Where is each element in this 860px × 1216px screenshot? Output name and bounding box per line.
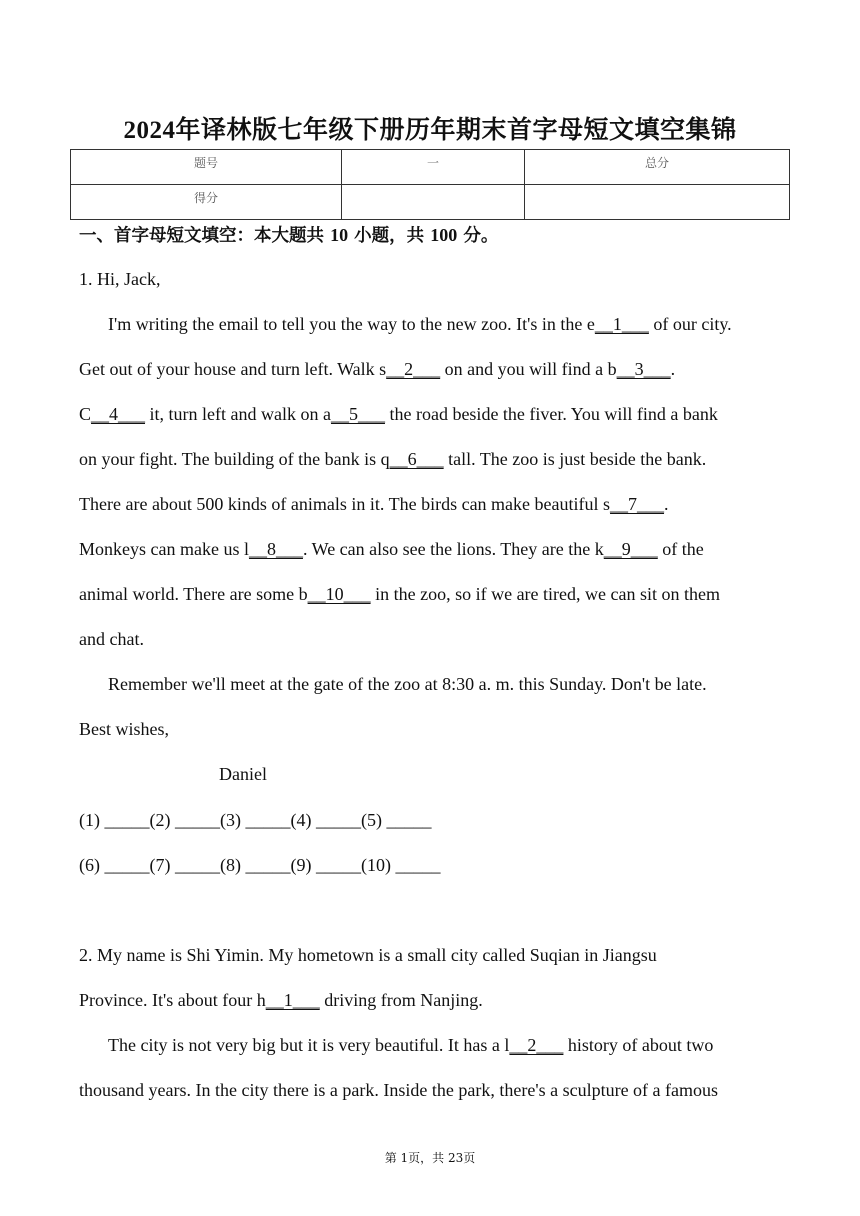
score-table-row-label: 得分 <box>71 185 342 220</box>
answer-blank: __5___ <box>330 404 385 424</box>
text: in the zoo, so if we are tired, we can sit on them <box>370 584 720 604</box>
answer-blank: __1___ <box>265 990 320 1010</box>
q1-greeting: 1. Hi, Jack, <box>79 269 161 289</box>
text: . We can also see the lions. They are the k <box>302 539 604 559</box>
q1-line <box>79 447 706 471</box>
text: history of about two <box>563 1035 714 1055</box>
page-footer: 第 1页，共 23页 <box>384 1151 476 1165</box>
answer-blank: __7___ <box>610 494 665 514</box>
q1-line <box>79 537 704 561</box>
text: on and you will find a b <box>440 359 617 379</box>
text: of our city. <box>648 314 732 334</box>
text: Province. It's about four h <box>79 990 266 1010</box>
answer-blank: __3___ <box>616 359 671 379</box>
answer-blank: __9___ <box>603 539 658 559</box>
q2-line: thousand years. In the city there is a park. Inside the park, there's a sculpture of a famous <box>79 1080 719 1100</box>
text: animal world. There are some b <box>79 584 308 604</box>
text: tall. The zoo is just beside the bank. <box>443 449 707 469</box>
text: Monkeys can make us l <box>79 539 249 559</box>
score-table-header: 题号 <box>71 150 342 185</box>
q2-line <box>79 988 483 1012</box>
text: . <box>664 494 669 514</box>
answer-blank: __2___ <box>386 359 441 379</box>
score-table <box>70 149 790 220</box>
text: the road beside the fiver. You will find a bank <box>384 404 718 424</box>
answer-blank: __2___ <box>509 1035 564 1055</box>
section-heading-text: 分。 <box>457 226 499 246</box>
text: I'm writing the email to tell you the way to the new zoo. It's in the e <box>108 314 595 334</box>
q1-line <box>108 312 732 336</box>
text: driving from Nanjing. <box>319 990 483 1010</box>
answer-line: (6) _____(7) _____(8) _____(9) _____(10) _____ <box>79 855 441 875</box>
text: on your fight. The building of the bank is q <box>79 449 390 469</box>
score-table-header: 总分 <box>525 150 790 185</box>
question-count: 10 <box>330 225 349 245</box>
q1-signature: Daniel <box>219 764 267 784</box>
total-points: 100 <box>430 225 458 245</box>
section-heading-text: 一、首字母短文填空：本大题共 <box>79 226 331 246</box>
page-title: 2024年译林版七年级下册历年期末首字母短文填空集锦 <box>123 117 737 144</box>
text: . <box>670 359 676 379</box>
score-table-header: 一 <box>342 150 525 185</box>
score-cell <box>525 185 790 220</box>
answer-line: (1) _____(2) _____(3) _____(4) _____(5) _____ <box>79 810 432 830</box>
section-heading-text: 小题，共 <box>348 226 431 246</box>
q1-closing: Best wishes, <box>79 719 169 739</box>
text: of the <box>657 539 704 559</box>
text: The city is not very big but it is very beautiful. It has a l <box>108 1035 510 1055</box>
section-heading <box>79 222 498 247</box>
text: it, turn left and walk on a <box>145 404 331 424</box>
q2-line <box>108 1033 713 1057</box>
answer-blank: __6___ <box>389 449 444 469</box>
answer-blank: __10___ <box>307 584 371 604</box>
answer-blank: __1___ <box>594 314 649 334</box>
text: Get out of your house and turn left. Walk s <box>79 359 387 379</box>
q1-line <box>79 582 720 606</box>
answer-blank: __8___ <box>248 539 303 559</box>
score-table-score-row <box>71 185 790 220</box>
text: C <box>79 404 92 424</box>
answer-blank: __4___ <box>91 404 146 424</box>
q1-line <box>79 402 718 426</box>
q1-line <box>79 492 669 516</box>
text: There are about 500 kinds of animals in it. The birds can make beautiful s <box>79 494 611 514</box>
q2-line: 2. My name is Shi Yimin. My hometown is a small city called Suqian in Jiangsu <box>79 945 657 965</box>
q1-line <box>79 357 675 381</box>
score-cell <box>342 185 525 220</box>
score-table-header-row <box>71 150 790 185</box>
q1-line: Remember we'll meet at the gate of the zoo at 8:30 a. m. this Sunday. Don't be late. <box>108 674 707 694</box>
q1-line: and chat. <box>79 629 144 649</box>
